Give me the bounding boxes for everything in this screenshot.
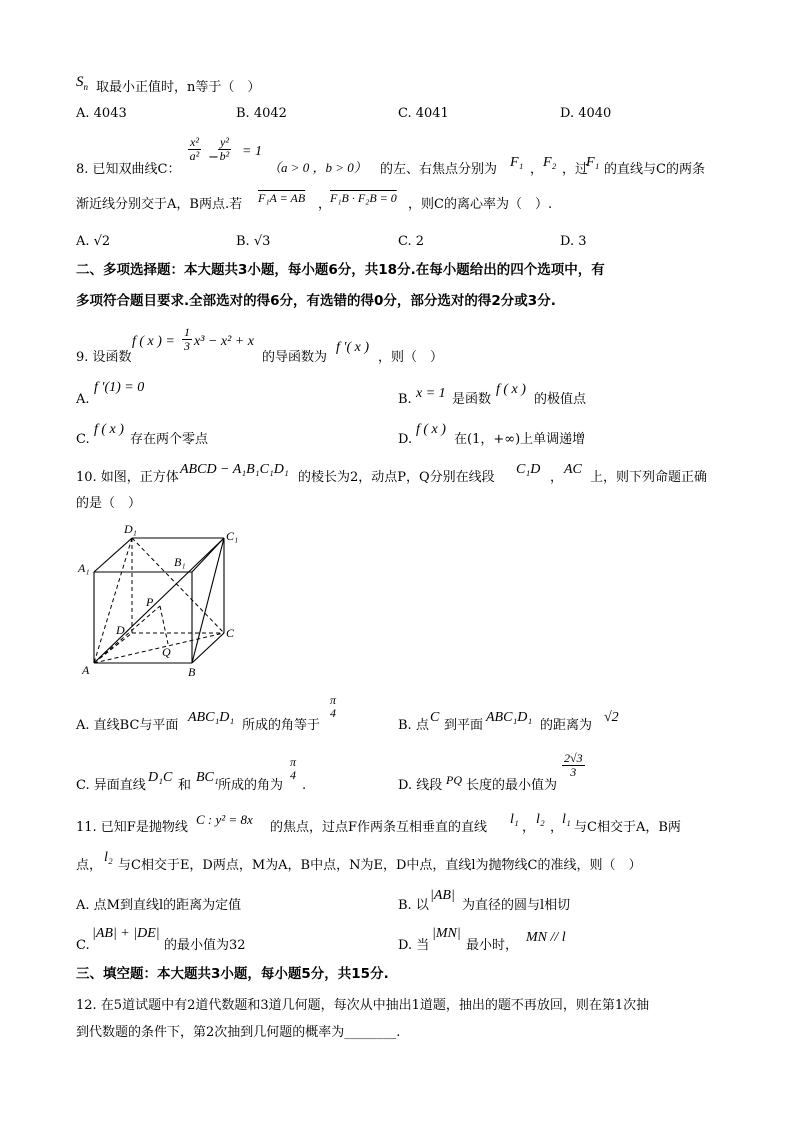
q8-line2a: 渐近线分别交于A，B两点.若 <box>76 197 243 212</box>
q9-mid: 的导函数为 <box>262 350 328 365</box>
q10-option-d-text2: 长度的最小值为 <box>466 778 558 793</box>
q8-tail2: 的直线与C的两条 <box>604 162 705 177</box>
q10-option-b-point: C <box>430 710 440 725</box>
q10-line1c: ， <box>550 470 564 485</box>
sn-symbol: $S_n$ <box>76 74 88 92</box>
q9-option-b-math: x = 1 <box>416 386 446 401</box>
q8-option-a: A. √2 <box>76 234 111 249</box>
label-q: Q <box>162 645 171 659</box>
q7-option-c: C. 4041 <box>398 106 449 121</box>
q8-prefix: 8. 已知双曲线C： <box>76 162 181 177</box>
q8-f1: F₁ <box>510 155 524 170</box>
q10-option-b-text: B. 点 <box>398 718 429 733</box>
q12-line2: 到代数题的条件下，第2次抽到几何题的概率为________. <box>76 1025 401 1040</box>
q8-vector-eq1: F₁A = AB <box>258 191 306 205</box>
edge-bc <box>192 633 224 663</box>
q9-option-d-label: D. <box>398 432 413 447</box>
q11-option-c-text: 的最小值为32 <box>164 938 246 953</box>
q10-option-a-text2: 所成的角等于 <box>242 718 321 733</box>
q11-parabola: C : y² = 8x <box>196 812 253 827</box>
section3-heading: 三、填空题：本大题共3小题，每小题5分，共15分. <box>76 966 389 982</box>
q9-option-c-math: f ( x ) <box>94 422 124 437</box>
q10-option-c-line2: BC₁ <box>196 770 219 785</box>
label-d: D <box>116 623 125 637</box>
q9-option-b-text: 是函数 <box>452 392 492 407</box>
q7-option-b: B. 4042 <box>236 106 287 121</box>
q9-option-b-text2: 的极值点 <box>534 392 587 407</box>
q10-option-c-line1: D₁C <box>148 770 173 785</box>
q8-mid: 的左、右焦点分别为 <box>380 162 498 177</box>
q10-option-d-frac: $\frac{2√3}{3}$ <box>564 751 583 779</box>
q9-func: f ( x ) = <box>132 334 175 349</box>
q7-option-a: A. 4043 <box>76 106 127 121</box>
q12-line1: 12. 在5道试题中有2道代数题和3道几何题，每次从中抽出1道题，抽出的题不再放回，则在第1次抽 <box>76 998 650 1013</box>
q11-comma1: ， <box>522 820 536 835</box>
q9-func-rest: x³ − x² + x <box>194 334 254 349</box>
q8-sep: ， <box>318 197 332 212</box>
q8-frac-y: $\frac{\text{y²}}{\text{b²}}$ <box>219 135 230 163</box>
q8-condition: （a > 0 ，b > 0） <box>268 160 367 175</box>
section2-heading-line2: 多项符合题目要求.全部选对的得6分，有选错的得0分，部分选对的得2分或3分. <box>76 293 556 309</box>
q9-option-a-label: A. <box>76 392 90 407</box>
q9-option-c-text: 存在两个零点 <box>130 432 209 447</box>
q11-option-b-text: B. 以 <box>398 898 429 913</box>
q10-seg1: C₁D <box>516 462 541 477</box>
q9-option-b-math2: f ( x ) <box>496 382 526 397</box>
q10-option-a-text: A. 直线BC与平面 <box>76 718 179 733</box>
q10-line2: 的是（ ） <box>76 496 142 511</box>
q8-comma: ， <box>530 162 544 177</box>
q11-option-b-math: |AB| <box>430 888 455 903</box>
q11-l2b: l₂ <box>104 850 113 865</box>
label-a1: A₁ <box>78 561 90 575</box>
q11-option-c-math: |AB| + |DE| <box>92 926 160 941</box>
q10-option-b-text3: 的距离为 <box>540 718 593 733</box>
q10-option-d-seg: PQ <box>446 773 462 787</box>
q11-line2b: 与C相交于E，D两点，M为A，B中点，N为E，D中点，直线l为抛物线C的准线，则（ ） <box>118 858 642 873</box>
label-d1: D₁ <box>124 522 137 536</box>
q10-option-c-text: C. 异面直线 <box>76 778 146 793</box>
q11-l1: l₁ <box>510 812 519 827</box>
q11-option-a: A. 点M到直线l的距离为定值 <box>76 898 242 913</box>
q10-option-b-text2: 到平面 <box>444 718 484 733</box>
q10-line1b: 的棱长为2，动点P，Q分别在线段 <box>298 470 495 485</box>
q10-option-c-frac: π 4 <box>290 755 297 782</box>
q10-line1d: 上，则下列命题正确 <box>590 470 708 485</box>
q10-option-a-frac: π 4 <box>330 693 337 720</box>
q10-seg2: AC <box>564 462 582 477</box>
edge-bc1 <box>192 538 224 663</box>
q8-eq-rhs: = 1 <box>242 144 262 159</box>
q8-vector-eq2: F₁B · F₂B = 0 <box>330 191 397 205</box>
q11-option-d-text: D. 当 <box>398 938 430 953</box>
q10-line1a: 10. 如图，正方体 <box>76 470 179 485</box>
q8-f1-again: F₁ <box>586 155 600 170</box>
q11-option-d-math: |MN| <box>432 926 461 941</box>
q11-line1d: 与C相交于A，B两 <box>574 820 681 835</box>
q9-tail: ，则（ ） <box>378 350 444 365</box>
label-a: A <box>82 663 90 677</box>
q9-deriv: f ′( x ) <box>336 340 369 355</box>
q8-option-d: D. 3 <box>560 234 587 249</box>
section2-heading-line1: 二、多项选择题：本大题共3小题，每小题6分，共18分.在每小题给出的四个选项中，有 <box>76 262 605 278</box>
label-c1: C₁ <box>226 529 239 543</box>
q10-cube: ABCD − A₁B₁C₁D₁ <box>180 462 289 477</box>
q11-l1b: l₁ <box>562 812 571 827</box>
q8-option-c: C. 2 <box>398 234 425 249</box>
q11-line2a: 点， <box>76 858 103 873</box>
q11-line1a: 11. 已知F是抛物线 <box>76 820 188 835</box>
q10-option-c-dot: . <box>302 778 307 793</box>
q10-option-c-text3: 所成的角为 <box>218 778 284 793</box>
q9-option-a-math: f ′(1) = 0 <box>94 380 145 395</box>
label-b: B <box>188 665 196 679</box>
q11-l2: l₂ <box>536 812 545 827</box>
q9-option-c-label: C. <box>76 432 90 447</box>
q8-frac-x: $\frac{\text{x²}}{\text{a²}}$ <box>189 135 200 163</box>
q11-option-c-label: C. <box>76 938 90 953</box>
q10-option-c-text2: 和 <box>178 778 192 793</box>
q11-option-b-text2: 为直径的圆与l相切 <box>462 898 571 913</box>
q9-frac: $\frac{1}{3}$ <box>184 325 190 353</box>
q9-option-b-label: B. <box>398 392 412 407</box>
q10-option-a-plane: ABC₁D₁ <box>188 710 235 725</box>
q11-option-d-text2: 最小时， <box>466 938 519 953</box>
q9-prefix: 9. 设函数 <box>76 350 132 365</box>
q9-option-d-text: 在(1，+∞)上单调递增 <box>454 432 586 447</box>
q10-option-b-value: √2 <box>604 710 619 725</box>
cube-figure <box>76 520 246 680</box>
edge-pq <box>160 606 168 644</box>
q8-f2: F₂ <box>543 155 557 170</box>
label-p: P <box>146 595 154 609</box>
q7-option-d: D. 4040 <box>560 106 612 121</box>
q8-line2b: ，则C的离心率为（ ）. <box>408 197 553 212</box>
q9-option-d-math: f ( x ) <box>416 422 446 437</box>
label-c: C <box>226 626 235 640</box>
q11-line1b: 的焦点，过点F作两条互相垂直的直线 <box>270 820 488 835</box>
q10-option-d-text: D. 线段 <box>398 778 443 793</box>
q8-minus: − <box>208 150 219 165</box>
edge-d1a1 <box>94 538 132 572</box>
q8-option-b: B. √3 <box>236 234 271 249</box>
q10-option-b-plane: ABC₁D₁ <box>486 710 533 725</box>
q8-tail1: ，过 <box>562 162 589 177</box>
edge-ap <box>94 606 160 663</box>
q11-option-d-math2: MN // l <box>526 930 566 945</box>
label-b1: B₁ <box>174 555 186 569</box>
q7-stem: 取最小正值时，n等于（ ） <box>96 80 261 95</box>
q11-line1c: ， <box>550 820 564 835</box>
